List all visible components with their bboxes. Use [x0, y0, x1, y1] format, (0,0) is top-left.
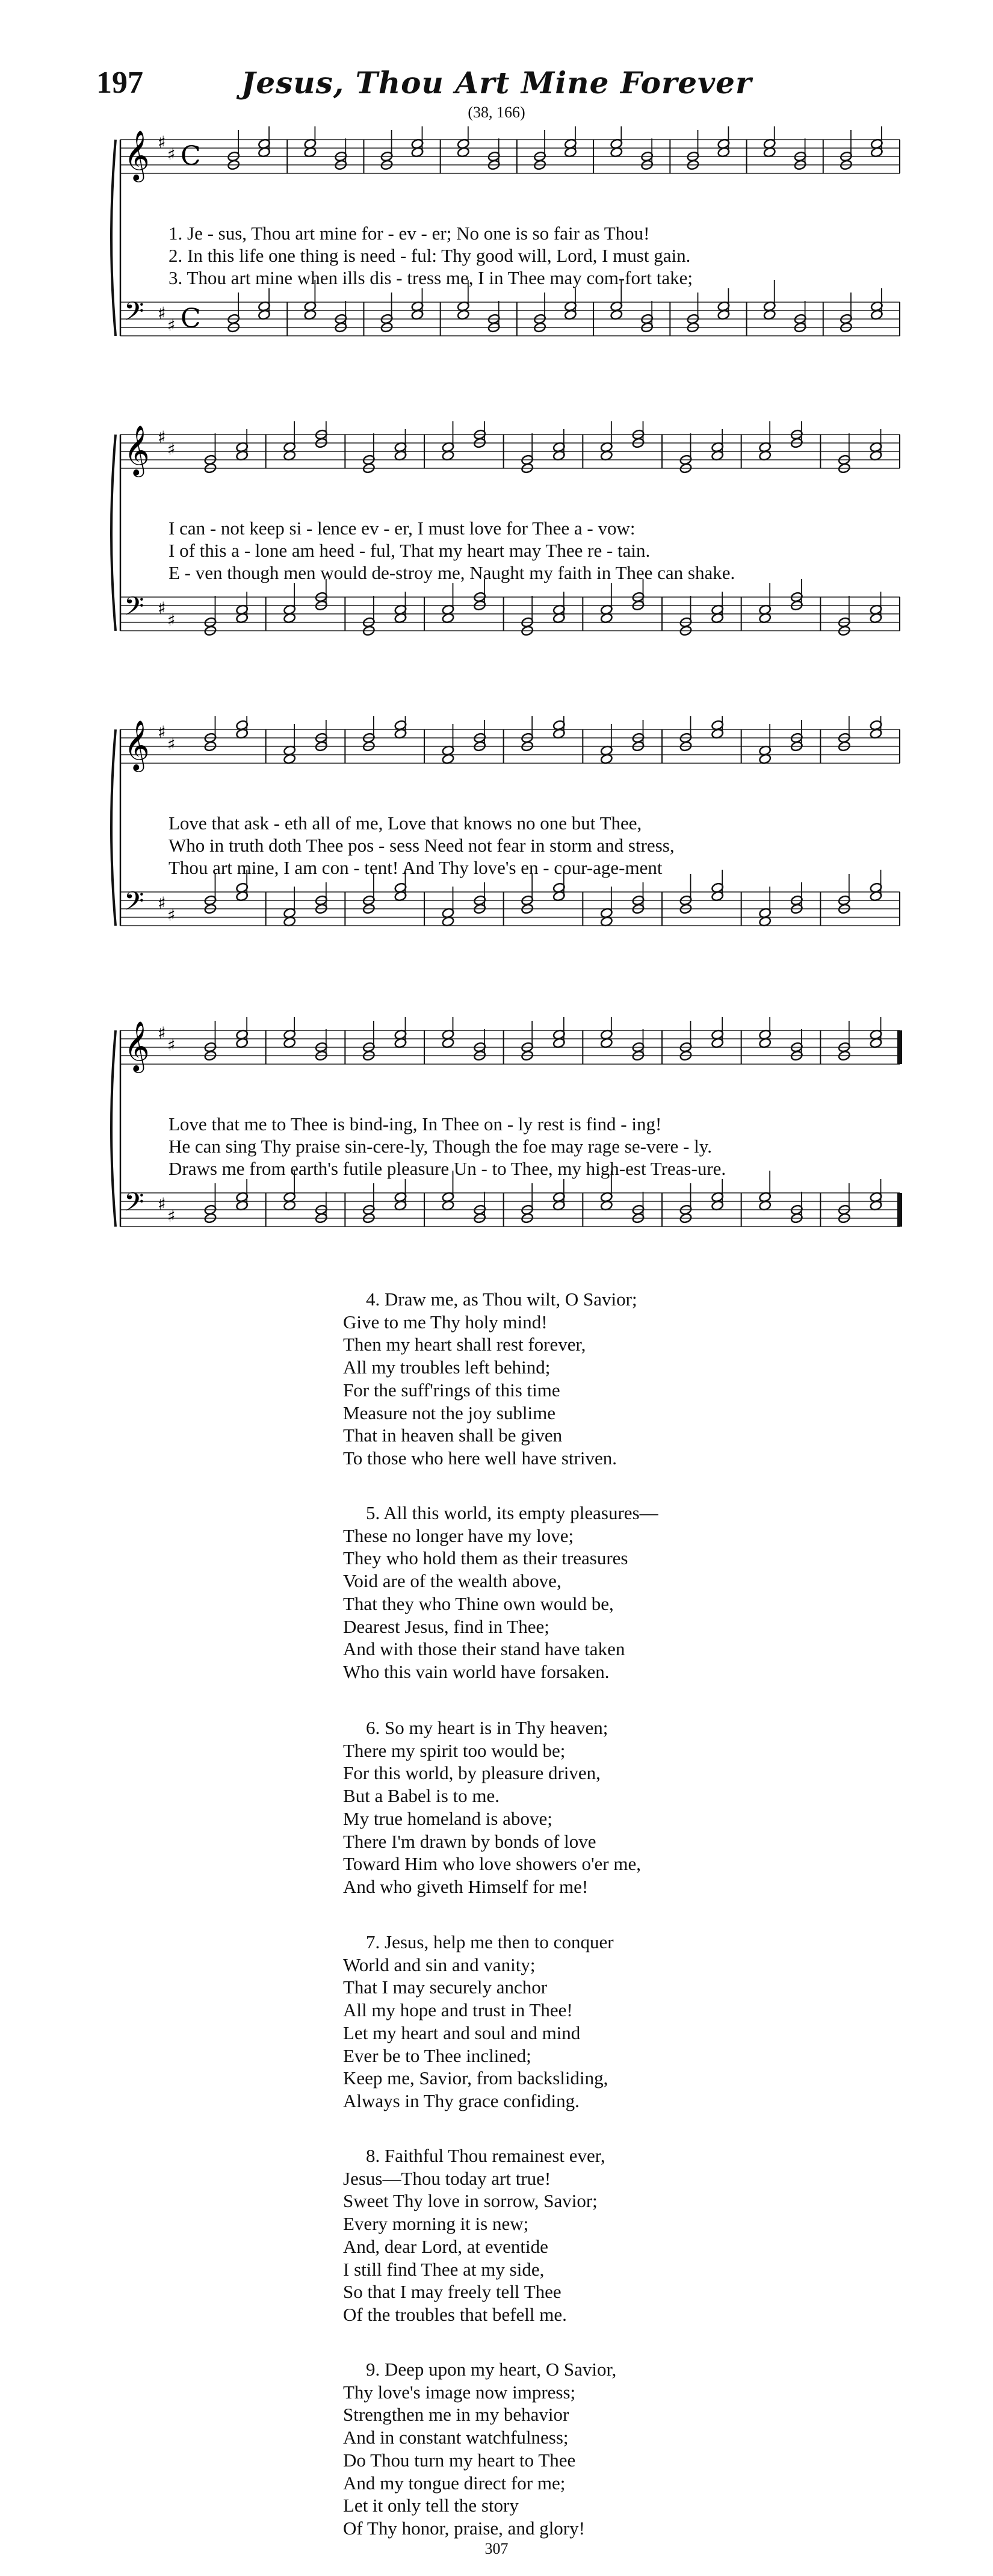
sharp-sign: ♯ [158, 303, 166, 323]
verse-line: Who this vain world have forsaken. [343, 1661, 610, 1682]
verse-line: That in heaven shall be given [343, 1425, 563, 1446]
verse-line: Always in Thy grace confiding. [343, 2090, 580, 2111]
system-bracket [111, 435, 116, 631]
verse-5 [343, 1502, 800, 1683]
sharp-sign: ♯ [158, 1023, 166, 1043]
verse-line: That they who Thine own would be, [343, 1593, 614, 1614]
system-bracket [111, 729, 116, 926]
lyric-line: Draws me from earth's futile pleasure Un - to Thee, my high-est Treas-ure. [169, 1158, 726, 1179]
verse-8 [343, 2144, 800, 2326]
verse-line: But a Babel is to me. [343, 1785, 500, 1807]
verse-line: And who giveth Himself for me! [343, 1875, 589, 1897]
verse-line: And my tongue direct for me; [343, 2472, 566, 2494]
verse-line: Give to me Thy holy mind! [343, 1311, 548, 1333]
verse-line: 9. Deep upon my heart, O Savior, [366, 2359, 617, 2380]
verse-4 [343, 1288, 800, 1470]
verse-line: 7. Jesus, help me then to conquer [366, 1931, 614, 1952]
system-bracket [111, 140, 116, 336]
lyric-line: Love that me to Thee is bind-ing, In Thee on - ly rest is find - ing! [169, 1113, 662, 1135]
bass-clef: 𝄢 [124, 887, 144, 923]
lyric-line: Thou art mine, I am con - tent! And Thy love's en - cour-age-ment [169, 857, 663, 878]
treble-clef: 𝄞 [124, 129, 150, 180]
treble-clef: 𝄞 [124, 719, 150, 770]
verse-line: To those who here well have striven. [343, 1447, 617, 1469]
lyric-line: 3. Thou art mine when ills dis - tress me, I in Thee may com-fort take; [169, 267, 693, 288]
verse-line: All my troubles left behind; [343, 1357, 551, 1378]
lyric-line: Who in truth doth Thee pos - sess Need not fear in storm and stress, [169, 835, 675, 856]
bass-clef: 𝄢 [124, 297, 144, 333]
verse-line: And in constant watchfulness; [343, 2427, 569, 2448]
treble-clef: 𝄞 [124, 1020, 150, 1071]
lyric-line: 1. Je - sus, Thou art mine for - ev - er; No one is so fair as Thou! [169, 223, 650, 244]
hymn-number: 197 [96, 66, 143, 100]
music-system-2 [102, 421, 909, 680]
verse-line: Strengthen me in my behavior [343, 2404, 569, 2426]
sharp-sign: ♯ [158, 1194, 166, 1214]
verse-line: Thy love's image now impress; [343, 2381, 576, 2403]
sharp-sign: ♯ [167, 905, 176, 925]
sharp-sign: ♯ [167, 1035, 176, 1055]
lyric-line: E - ven though men would de-stroy me, Naught my faith in Thee can shake. [169, 562, 735, 583]
verse-line: They who hold them as their treasures [343, 1547, 628, 1569]
sharp-sign: ♯ [158, 427, 166, 447]
verse-line: And, dear Lord, at eventide [343, 2235, 548, 2257]
verse-line: Sweet Thy love in sorrow, Savior; [343, 2190, 598, 2212]
verse-line: My true homeland is above; [343, 1807, 552, 1829]
page-number: 307 [484, 2540, 509, 2557]
verse-line: For the suff'rings of this time [343, 1379, 560, 1401]
verse-line: Let my heart and soul and mind [343, 2022, 581, 2043]
verse-line: Then my heart shall rest forever, [343, 1334, 586, 1355]
verse-line: Ever be to Thee inclined; [343, 2045, 531, 2066]
lyric-line: 2. In this life one thing is need - ful: Thy good will, Lord, I must gain. [169, 245, 691, 266]
system-bracket [111, 1030, 116, 1227]
lyric-line: Love that ask - eth all of me, Love that knows no one but Thee, [169, 813, 642, 834]
music-system-3 [102, 716, 909, 975]
verse-line: All my hope and trust in Thee! [343, 1999, 573, 2021]
verse-line: World and sin and vanity; [343, 1954, 536, 1975]
verse-line: 4. Draw me, as Thou wilt, O Savior; [366, 1289, 637, 1310]
hymn-title: Jesus, Thou Art Mine Forever [241, 65, 752, 101]
verse-line: Of the troubles that befell me. [343, 2303, 567, 2325]
verse-line: And with those their stand have taken [343, 1638, 625, 1660]
verse-9 [343, 2358, 800, 2540]
sharp-sign: ♯ [158, 722, 166, 742]
treble-clef: 𝄞 [124, 424, 150, 475]
lyric-line: I can - not keep si - lence ev - er, I must love for Thee a - vow: [169, 518, 636, 539]
sharp-sign: ♯ [167, 439, 176, 459]
music-system-4 [102, 1017, 909, 1276]
sharp-sign: ♯ [167, 610, 176, 630]
verse-line: Jesus—Thou today art true! [343, 2167, 551, 2189]
sharp-sign: ♯ [167, 315, 176, 335]
tune-reference: (38, 166) [468, 104, 525, 121]
verse-line: That I may securely anchor [343, 1977, 548, 1998]
verse-line: I still find Thee at my side, [343, 2258, 545, 2280]
verse-line: So that I may freely tell Thee [343, 2281, 561, 2303]
verse-6 [343, 1717, 800, 1898]
sharp-sign: ♯ [167, 734, 176, 754]
lyric-line: He can sing Thy praise sin-cere-ly, Though the foe may rage se-vere - ly. [169, 1136, 712, 1157]
verse-line: Keep me, Savior, from backsliding, [343, 2067, 608, 2089]
verse-line: Void are of the wealth above, [343, 1570, 561, 1592]
verse-line: 8. Faithful Thou remainest ever, [366, 2145, 605, 2166]
sharp-sign: ♯ [158, 132, 166, 152]
bass-clef: 𝄢 [124, 592, 144, 628]
verse-line: For this world, by pleasure driven, [343, 1762, 601, 1784]
verse-line: There I'm drawn by bonds of love [343, 1830, 596, 1852]
sharp-sign: ♯ [167, 1206, 176, 1226]
sharp-sign: ♯ [158, 893, 166, 913]
verse-line: Measure not the joy sublime [343, 1402, 555, 1423]
verse-line: Let it only tell the story [343, 2495, 519, 2516]
sharp-sign: ♯ [158, 598, 166, 618]
verse-7 [343, 1931, 800, 2113]
verse-line: Do Thou turn my heart to Thee [343, 2449, 576, 2471]
verse-line: Dearest Jesus, find in Thee; [343, 1615, 549, 1637]
verse-line: Every morning it is new; [343, 2213, 529, 2235]
time-signature: C [181, 303, 201, 334]
verse-line: There my spirit too would be; [343, 1739, 566, 1761]
verse-line: 6. So my heart is in Thy heaven; [366, 1717, 608, 1738]
lyric-line: I of this a - lone am heed - ful, That my heart may Thee re - tain. [169, 540, 651, 561]
music-system-1 [102, 126, 909, 385]
sharp-sign: ♯ [167, 144, 176, 164]
verse-line: Toward Him who love showers o'er me, [343, 1853, 642, 1875]
verse-line: Of Thy honor, praise, and glory! [343, 2517, 585, 2539]
verse-line: 5. All this world, its empty pleasures— [366, 1502, 658, 1523]
verse-line: These no longer have my love; [343, 1525, 574, 1546]
bass-clef: 𝄢 [124, 1187, 144, 1224]
time-signature: C [181, 141, 201, 172]
